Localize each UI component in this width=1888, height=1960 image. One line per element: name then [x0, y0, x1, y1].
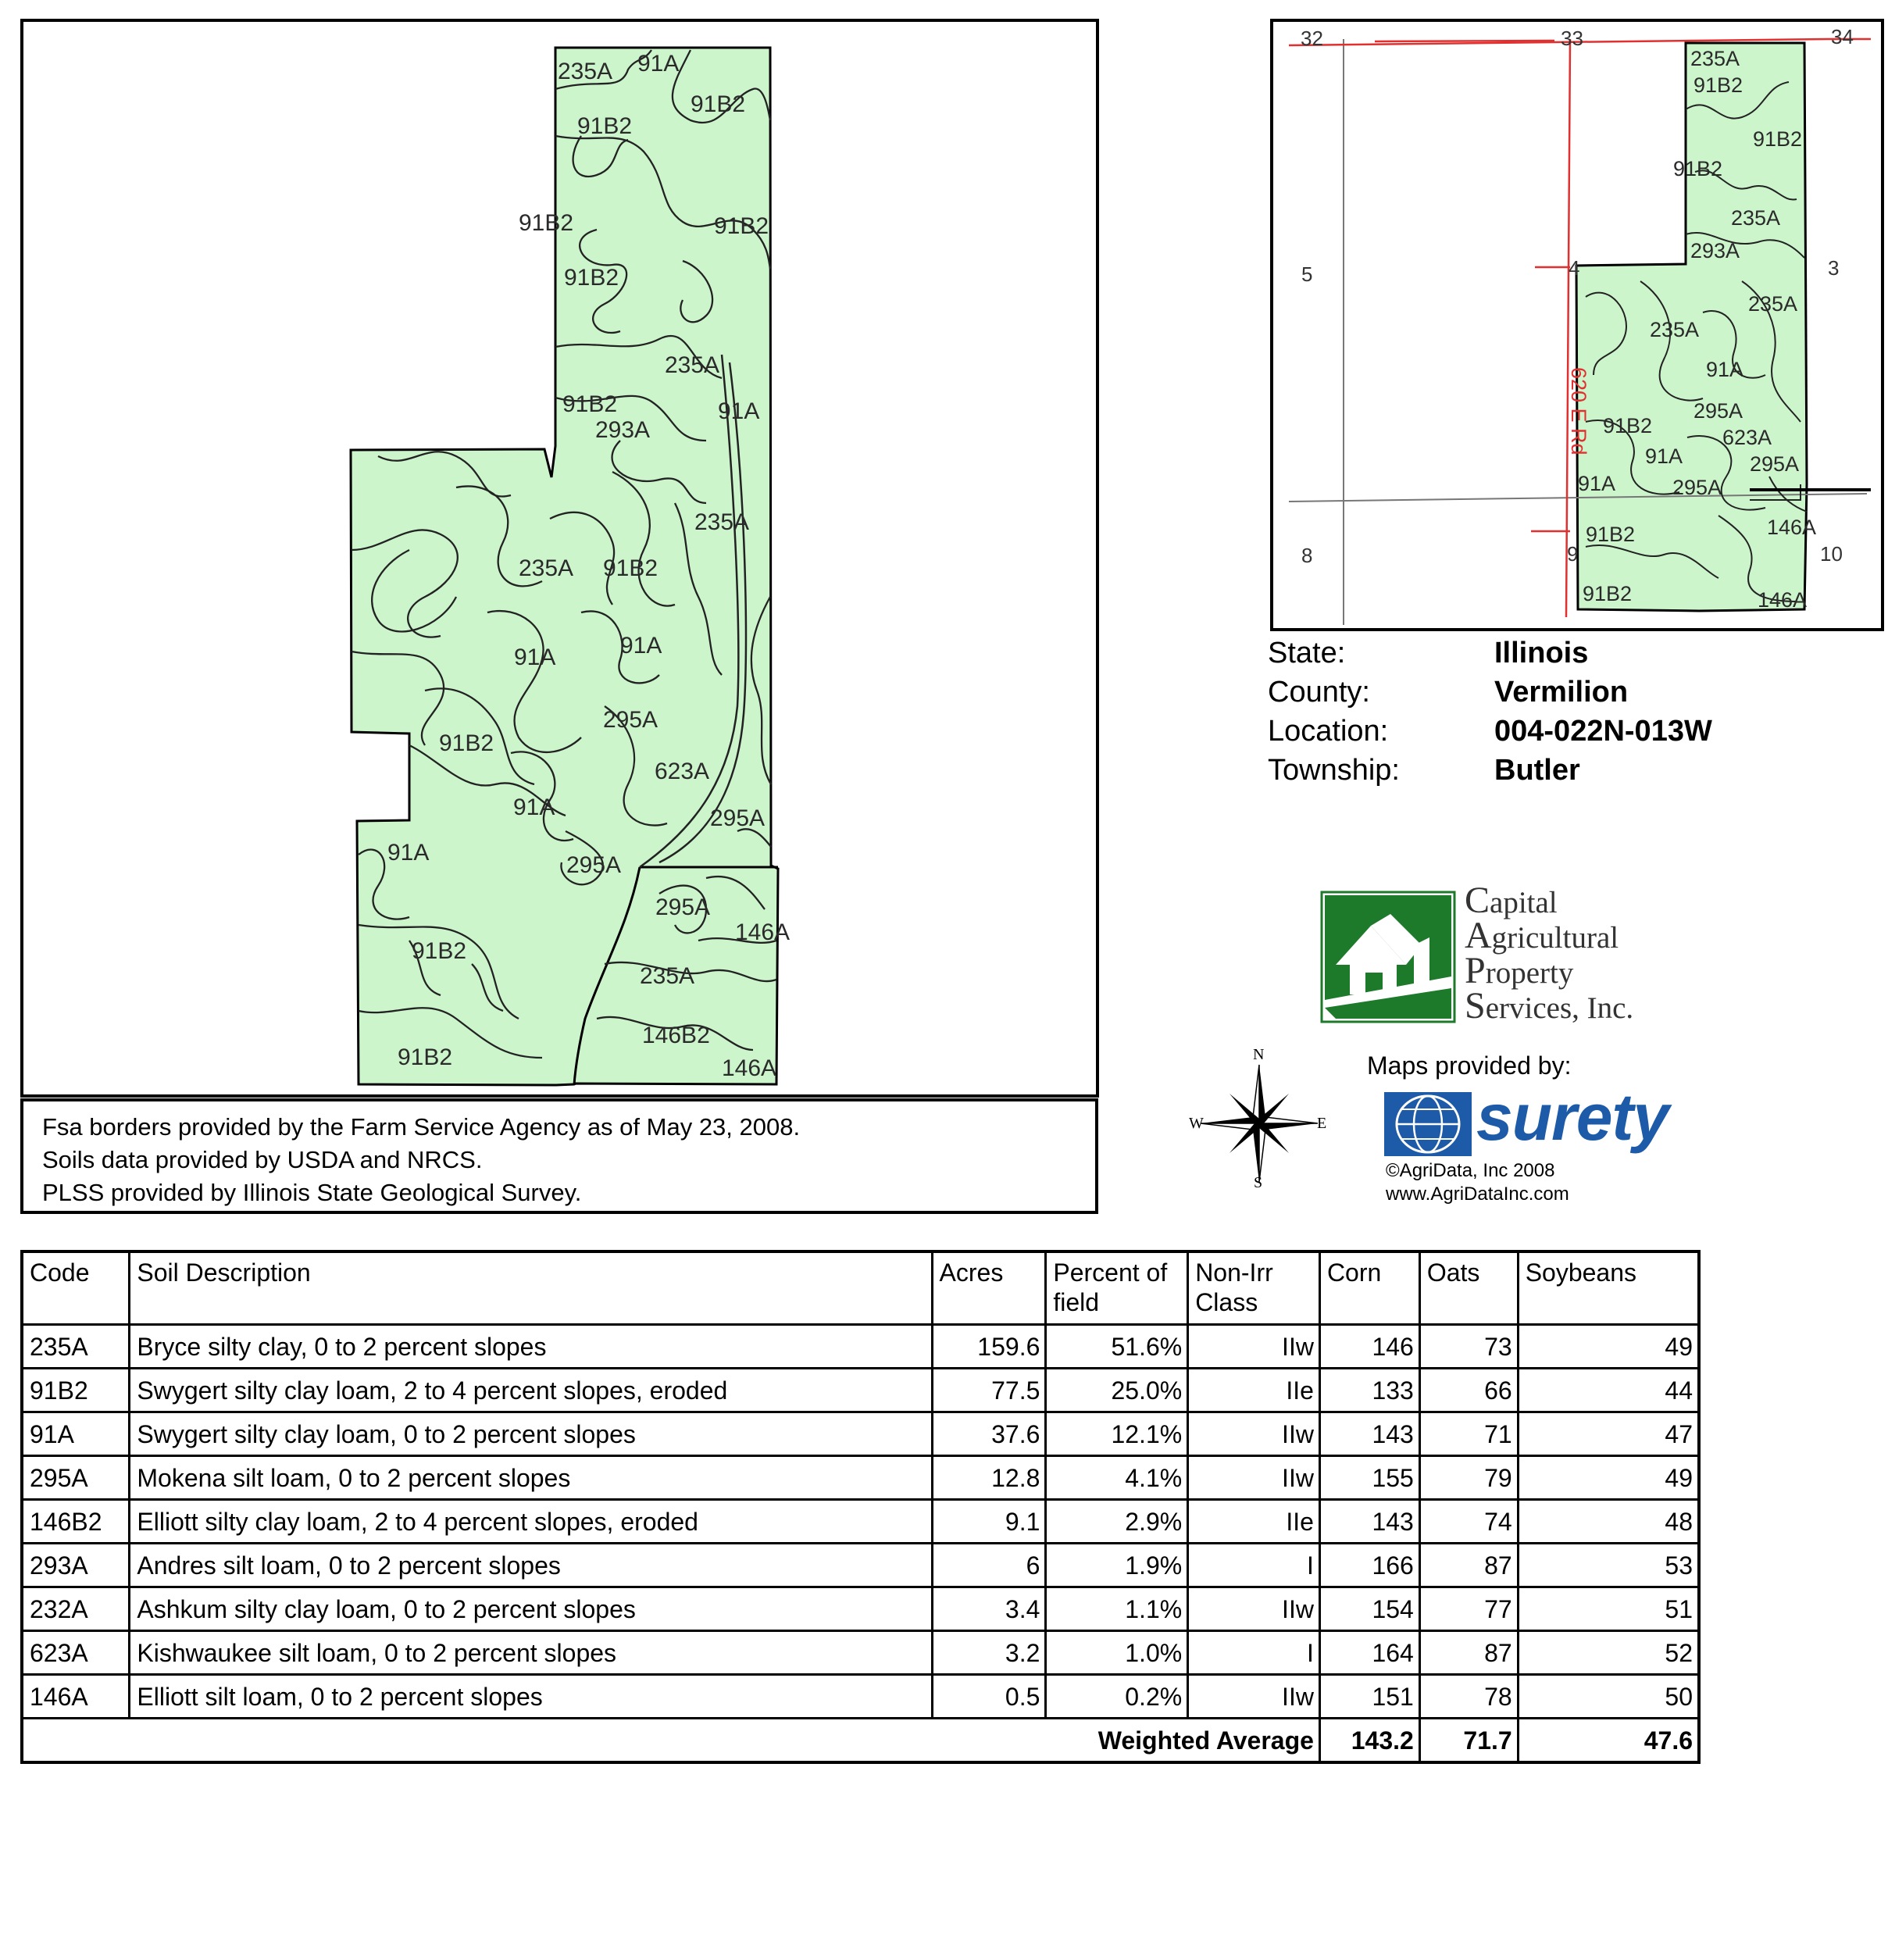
map-label: 91B2: [577, 113, 633, 139]
avg-oats: 71.7: [1419, 1719, 1518, 1763]
cell-code: 235A: [22, 1325, 130, 1369]
cell-corn: 151: [1319, 1675, 1419, 1719]
map-label: 235A: [640, 963, 695, 989]
locator-label: 623A: [1722, 426, 1772, 449]
state-value: Illinois: [1494, 637, 1589, 669]
cell-percent: 1.0%: [1046, 1631, 1188, 1675]
weighted-average-row: [22, 1719, 1699, 1763]
cell-code: 293A: [22, 1544, 130, 1587]
cell-oats: 77: [1419, 1587, 1518, 1631]
cell-acres: 37.6: [932, 1412, 1046, 1456]
locator-label: 235A: [1690, 47, 1740, 70]
map-label: 91B2: [562, 391, 618, 417]
col-corn: Corn: [1319, 1251, 1419, 1325]
cell-class: I: [1188, 1544, 1320, 1587]
soil-map[interactable]: [23, 22, 1096, 1094]
map-label: 91A: [387, 840, 430, 866]
map-label: 91B2: [439, 730, 494, 756]
locator-label: 235A: [1748, 292, 1798, 316]
credit-fsa: Fsa borders provided by the Farm Service Agency as of May 23, 2008.: [42, 1113, 801, 1141]
map-label: 146B2: [642, 1023, 710, 1048]
road-label: 620 E Rd: [1567, 367, 1590, 455]
cell-acres: 6: [932, 1544, 1046, 1587]
locator-label: 91B2: [1586, 523, 1636, 546]
locator-label: 295A: [1672, 476, 1722, 499]
table-row: [22, 1587, 1699, 1631]
locator-label: 235A: [1731, 206, 1781, 230]
table-row: [22, 1412, 1699, 1456]
cell-class: IIe: [1188, 1369, 1320, 1412]
township-label: Township:: [1268, 754, 1400, 787]
copyright: ©AgriData, Inc 2008: [1386, 1160, 1555, 1181]
cell-code: 146B2: [22, 1500, 130, 1544]
cell-corn: 146: [1319, 1325, 1419, 1369]
cell-oats: 78: [1419, 1675, 1518, 1719]
locator-label: 91B2: [1673, 157, 1723, 180]
cell-description: Ashkum silty clay loam, 0 to 2 percent slopes: [130, 1587, 932, 1631]
cell-description: Kishwaukee silt loam, 0 to 2 percent slopes: [130, 1631, 932, 1675]
col-oats: Oats: [1419, 1251, 1518, 1325]
cell-soybeans: 49: [1518, 1325, 1699, 1369]
col-code: Code: [22, 1251, 130, 1325]
section-number: 33: [1561, 27, 1583, 50]
locator-map-frame: [1270, 19, 1884, 631]
cell-corn: 155: [1319, 1456, 1419, 1500]
cell-percent: 25.0%: [1046, 1369, 1188, 1412]
map-label: 295A: [603, 707, 658, 733]
locator-label: 91A: [1645, 444, 1683, 468]
map-label: 295A: [566, 852, 622, 878]
cell-soybeans: 50: [1518, 1675, 1699, 1719]
map-label: 91B2: [603, 555, 658, 581]
table-row: [22, 1675, 1699, 1719]
section-number: 4: [1569, 256, 1580, 280]
cell-soybeans: 52: [1518, 1631, 1699, 1675]
locator-label: 91B2: [1753, 127, 1803, 151]
section-number: 32: [1301, 27, 1323, 50]
cell-percent: 4.1%: [1046, 1456, 1188, 1500]
cell-oats: 66: [1419, 1369, 1518, 1412]
county-value: Vermilion: [1494, 676, 1629, 709]
cell-code: 91A: [22, 1412, 130, 1456]
map-label: 295A: [710, 805, 766, 831]
compass-w: W: [1189, 1115, 1204, 1132]
cell-oats: 79: [1419, 1456, 1518, 1500]
cell-oats: 71: [1419, 1412, 1518, 1456]
table-row: [22, 1325, 1699, 1369]
map-label: 91A: [718, 398, 760, 424]
locator-label: 91A: [1706, 358, 1744, 381]
cell-soybeans: 44: [1518, 1369, 1699, 1412]
col-soybeans: Soybeans: [1518, 1251, 1699, 1325]
map-label: 91B2: [691, 91, 746, 117]
cell-class: IIw: [1188, 1412, 1320, 1456]
cell-corn: 143: [1319, 1412, 1419, 1456]
col-class: Non-Irr Class: [1188, 1251, 1320, 1325]
table-row: [22, 1544, 1699, 1587]
main-map-frame: [20, 19, 1099, 1098]
locator-label: 91A: [1578, 472, 1616, 495]
agridata-credit: [1386, 1159, 1569, 1206]
map-label: 91A: [637, 51, 680, 77]
table-row: [22, 1631, 1699, 1675]
compass-rose-icon: [1187, 1047, 1328, 1189]
cell-percent: 51.6%: [1046, 1325, 1188, 1369]
avg-soybeans: 47.6: [1518, 1719, 1699, 1763]
cell-class: IIw: [1188, 1675, 1320, 1719]
cell-acres: 3.2: [932, 1631, 1046, 1675]
compass-s: S: [1254, 1174, 1263, 1189]
globe-icon: [1384, 1092, 1472, 1156]
locator-label: 91B2: [1603, 414, 1653, 437]
township-value: Butler: [1494, 754, 1580, 787]
cell-percent: 1.1%: [1046, 1587, 1188, 1631]
table-header: [22, 1251, 1699, 1325]
capital-agricultural-logo: [1320, 891, 1461, 1025]
locator-label: 235A: [1650, 318, 1700, 341]
section-number: 34: [1831, 25, 1854, 48]
section-number: 3: [1828, 256, 1840, 280]
map-label: 91A: [514, 644, 556, 670]
locator-map[interactable]: [1273, 22, 1881, 628]
map-label: 295A: [655, 894, 711, 920]
locator-label: 146A: [1758, 588, 1808, 612]
cell-code: 623A: [22, 1631, 130, 1675]
cell-code: 91B2: [22, 1369, 130, 1412]
table-row: [22, 1456, 1699, 1500]
cell-description: Mokena silt loam, 0 to 2 percent slopes: [130, 1456, 932, 1500]
map-label: 293A: [595, 417, 651, 443]
cell-acres: 159.6: [932, 1325, 1046, 1369]
cell-percent: 12.1%: [1046, 1412, 1188, 1456]
surety-brand: surety: [1476, 1080, 1669, 1154]
location-value: 004-022N-013W: [1494, 715, 1712, 748]
col-description: Soil Description: [130, 1251, 932, 1325]
data-credits: [20, 1098, 1098, 1214]
weighted-average-label: Weighted Average: [22, 1719, 1319, 1763]
maps-provided-by: Maps provided by:: [1367, 1051, 1572, 1080]
map-label: 91A: [513, 794, 555, 820]
locator-label: 91B2: [1583, 582, 1633, 605]
cell-acres: 9.1: [932, 1500, 1046, 1544]
cell-soybeans: 53: [1518, 1544, 1699, 1587]
table-row: [22, 1500, 1699, 1544]
locator-label: 91B2: [1693, 73, 1743, 97]
cell-class: I: [1188, 1631, 1320, 1675]
cell-class: IIw: [1188, 1456, 1320, 1500]
soil-table: [20, 1250, 1701, 1764]
locator-label: 146A: [1767, 516, 1817, 539]
map-label: 146A: [735, 919, 791, 945]
cell-corn: 133: [1319, 1369, 1419, 1412]
cell-soybeans: 47: [1518, 1412, 1699, 1456]
company-name: Capital Agricultural Property Services, Inc.: [1465, 880, 1634, 1026]
cell-acres: 12.8: [932, 1456, 1046, 1500]
cell-description: Swygert silty clay loam, 0 to 2 percent slopes: [130, 1412, 932, 1456]
website-link[interactable]: www.AgriDataInc.com: [1386, 1183, 1569, 1205]
cell-percent: 0.2%: [1046, 1675, 1188, 1719]
cell-code: 146A: [22, 1675, 130, 1719]
map-label: 91B2: [398, 1044, 453, 1070]
section-number: 10: [1820, 542, 1843, 566]
section-number: 8: [1301, 544, 1313, 567]
cell-corn: 164: [1319, 1631, 1419, 1675]
col-acres: Acres: [932, 1251, 1046, 1325]
map-label: 235A: [665, 352, 720, 378]
map-label: 91A: [620, 633, 662, 659]
credit-soils: Soils data provided by USDA and NRCS.: [42, 1146, 483, 1173]
map-label: 91B2: [412, 938, 467, 964]
state-label: State:: [1268, 637, 1346, 669]
locator-label: 293A: [1690, 239, 1740, 262]
col-percent: Percent of field: [1046, 1251, 1188, 1325]
compass-n: N: [1253, 1047, 1265, 1063]
location-label: Location:: [1268, 715, 1389, 748]
compass-e: E: [1317, 1115, 1327, 1132]
cell-corn: 143: [1319, 1500, 1419, 1544]
cell-acres: 3.4: [932, 1587, 1046, 1631]
cell-description: Swygert silty clay loam, 2 to 4 percent slopes, eroded: [130, 1369, 932, 1412]
map-label: 235A: [558, 59, 613, 84]
locator-label: 295A: [1693, 399, 1743, 423]
cell-class: IIw: [1188, 1325, 1320, 1369]
cell-acres: 77.5: [932, 1369, 1046, 1412]
cell-soybeans: 49: [1518, 1456, 1699, 1500]
section-number: 9: [1567, 542, 1579, 566]
cell-oats: 87: [1419, 1631, 1518, 1675]
map-label: 235A: [694, 509, 750, 535]
cell-description: Elliott silty clay loam, 2 to 4 percent slopes, eroded: [130, 1500, 932, 1544]
cell-code: 232A: [22, 1587, 130, 1631]
cell-code: 295A: [22, 1456, 130, 1500]
cell-oats: 87: [1419, 1544, 1518, 1587]
cell-percent: 2.9%: [1046, 1500, 1188, 1544]
cell-corn: 154: [1319, 1587, 1419, 1631]
map-label: 146A: [722, 1055, 777, 1081]
county-label: County:: [1268, 676, 1370, 709]
table-row: [22, 1369, 1699, 1412]
cell-class: IIe: [1188, 1500, 1320, 1544]
cell-soybeans: 51: [1518, 1587, 1699, 1631]
section-number: 5: [1301, 262, 1313, 286]
map-label: 623A: [655, 759, 710, 784]
cell-class: IIw: [1188, 1587, 1320, 1631]
map-label: 91B2: [519, 210, 574, 236]
cell-percent: 1.9%: [1046, 1544, 1188, 1587]
map-label: 91B2: [564, 265, 619, 291]
cell-oats: 74: [1419, 1500, 1518, 1544]
cell-description: Andres silt loam, 0 to 2 percent slopes: [130, 1544, 932, 1587]
map-label: 91B2: [714, 213, 769, 239]
cell-corn: 166: [1319, 1544, 1419, 1587]
cell-description: Bryce silty clay, 0 to 2 percent slopes: [130, 1325, 932, 1369]
map-label: 235A: [519, 555, 574, 581]
cell-oats: 73: [1419, 1325, 1518, 1369]
cell-soybeans: 48: [1518, 1500, 1699, 1544]
cell-acres: 0.5: [932, 1675, 1046, 1719]
cell-description: Elliott silt loam, 0 to 2 percent slopes: [130, 1675, 932, 1719]
avg-corn: 143.2: [1319, 1719, 1419, 1763]
credit-plss: PLSS provided by Illinois State Geological Survey.: [42, 1179, 582, 1206]
locator-label: 295A: [1750, 452, 1800, 476]
